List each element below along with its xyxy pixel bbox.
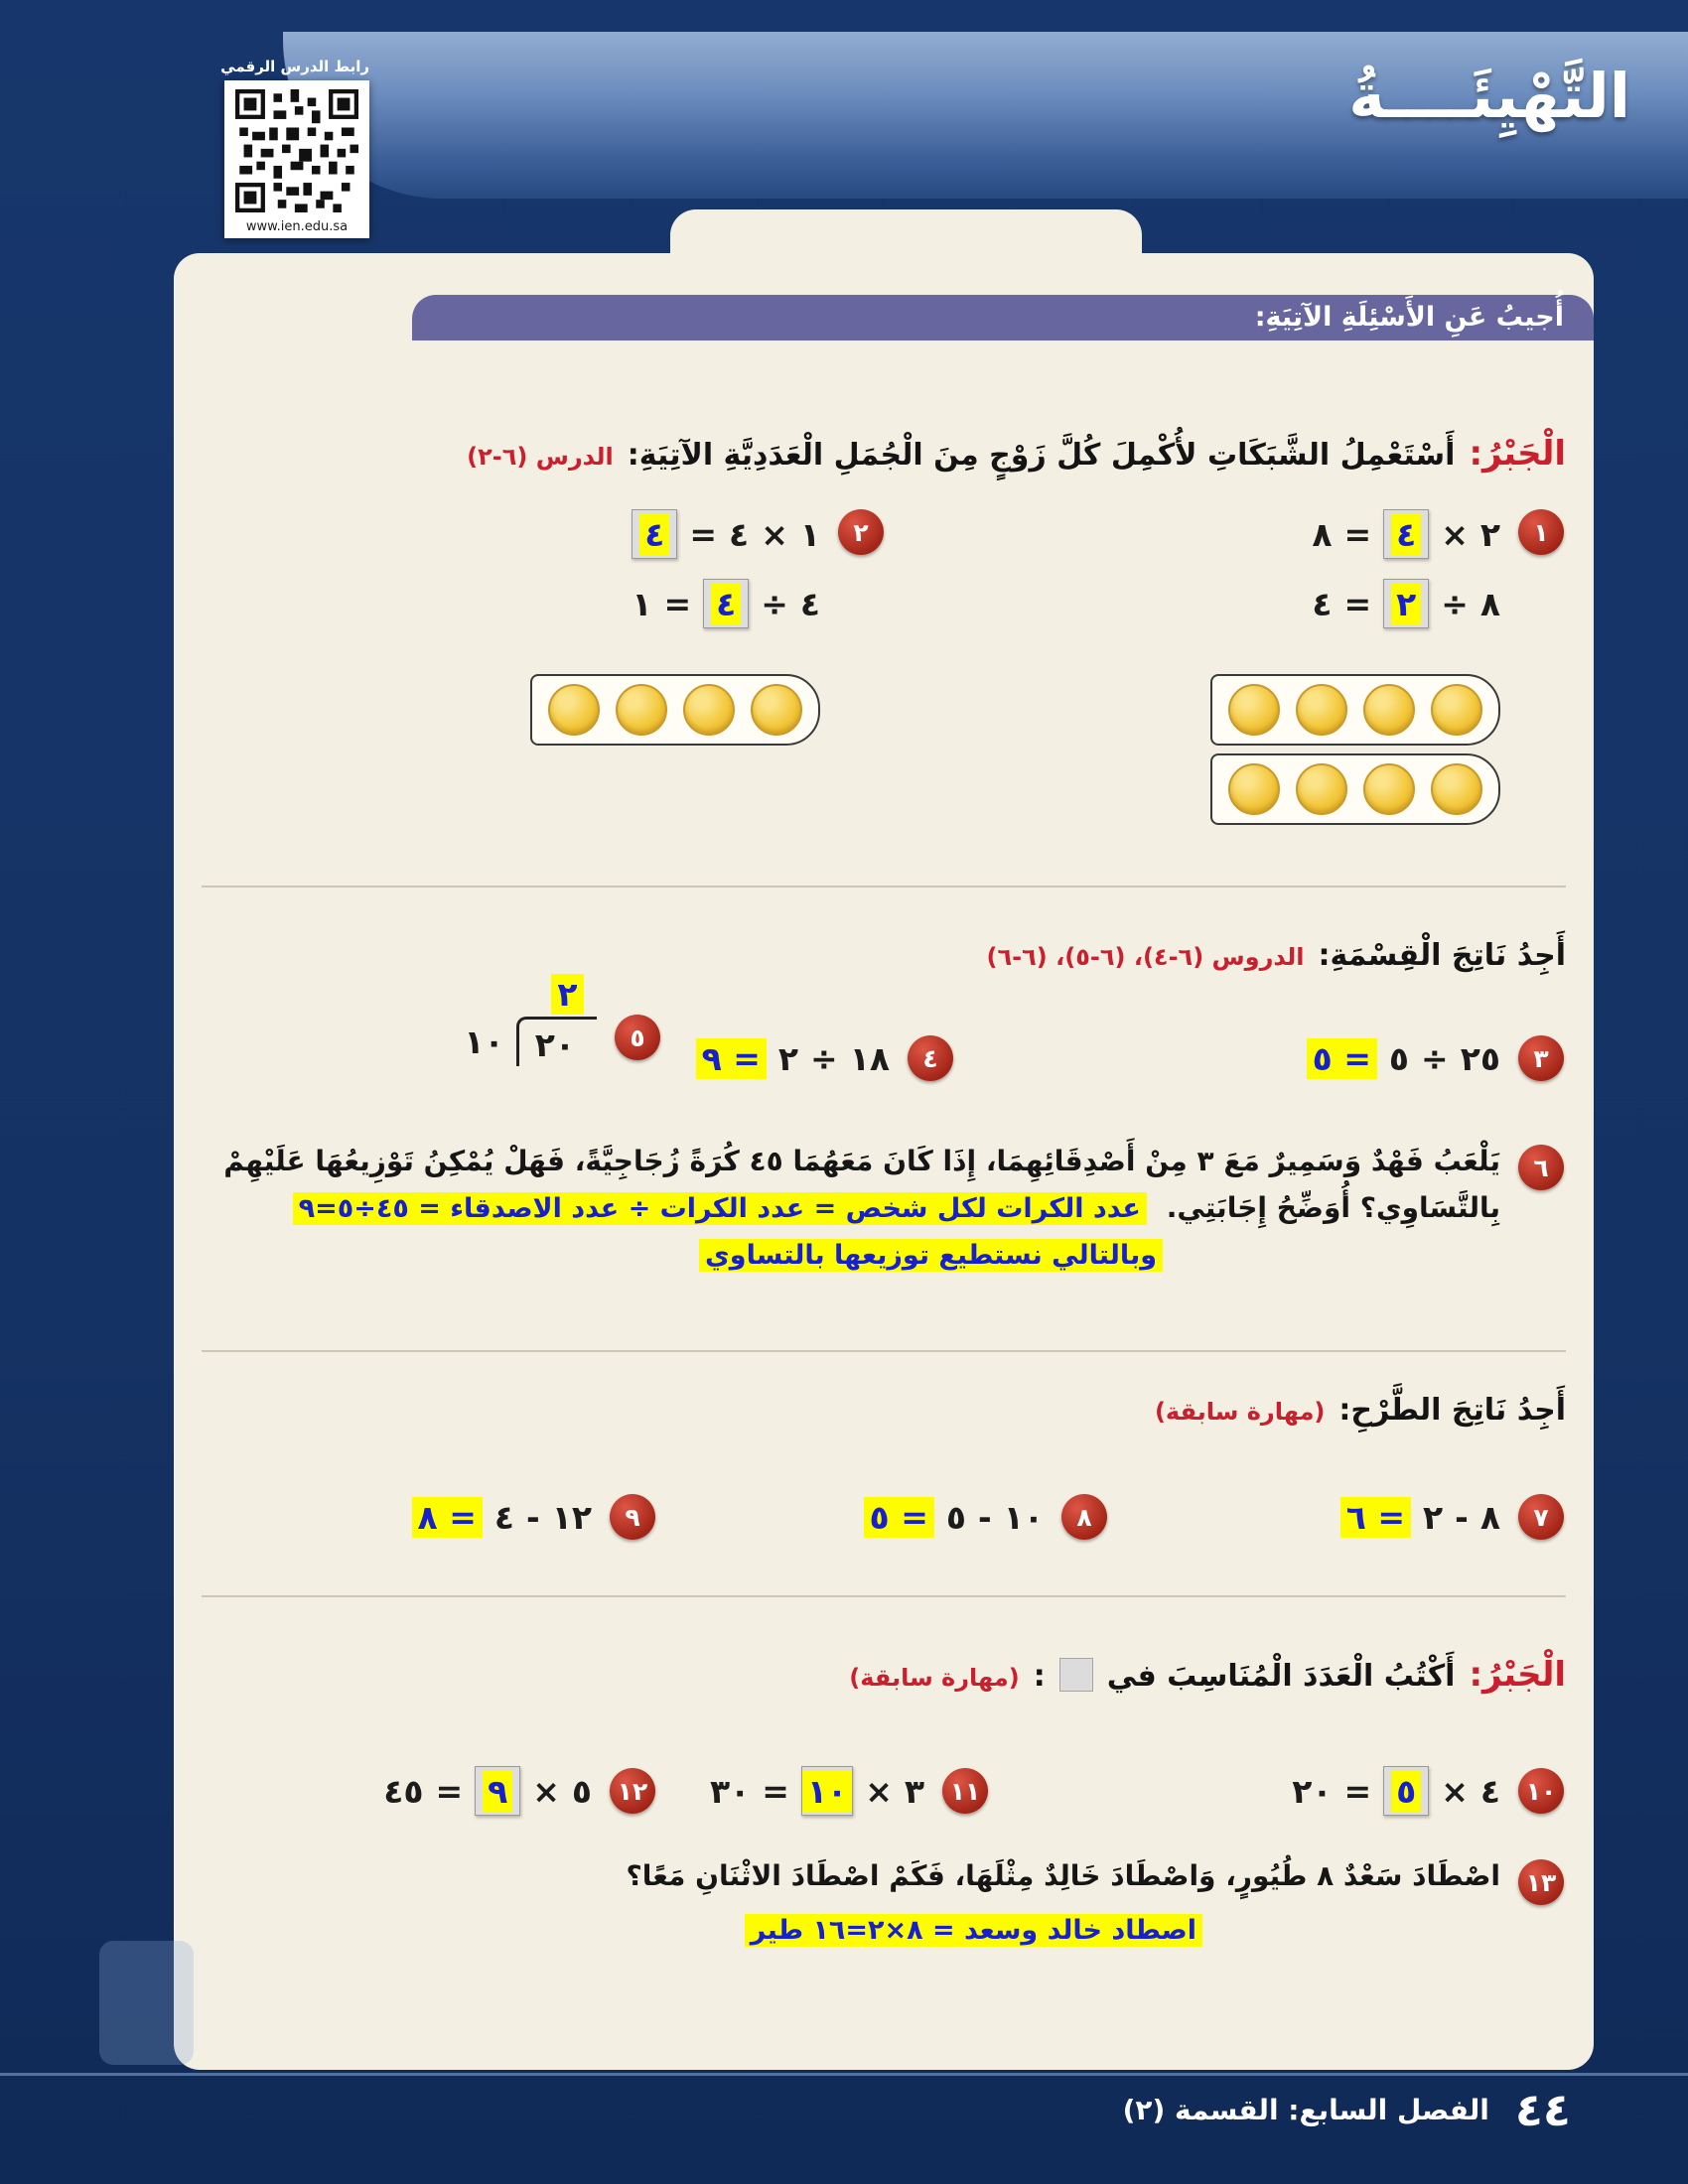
word-problem-text: يَلْعَبُ فَهْدٌ وَسَمِيرٌ مَعَ ٣ مِنْ أَصْدِقَائِهِمَا، إِذَا كَانَ مَعَهُمَا ٤٥ كُرَةً زُجَاجِيَّةً، فَهَلْ يُمْكِنُ تَوْزِيعُهَا عَلَيْهِمْ — [223, 1145, 1500, 1177]
student-answer: ٤ — [711, 584, 741, 624]
equation-subtraction — [1340, 1497, 1500, 1538]
eq-term: ٥ — [571, 1771, 592, 1811]
counter-dot — [751, 684, 802, 736]
qr-url: www.ien.edu.sa — [245, 219, 349, 234]
section-divider — [202, 1350, 1566, 1352]
eq-operator: ÷ — [1421, 1038, 1449, 1078]
qr-label: رابط الدرس الرقمي — [220, 58, 369, 75]
counter-dot — [1228, 763, 1280, 815]
student-answer: = ٨ — [412, 1497, 483, 1538]
problem-2 — [530, 509, 884, 746]
problem-9 — [412, 1494, 655, 1540]
problem-11 — [710, 1766, 988, 1816]
eq-term: ١ — [799, 514, 820, 554]
lesson-reference: الدروس (٦-٤)، (٦-٥)، (٦-٦) — [986, 943, 1305, 971]
answer-box — [1383, 509, 1429, 559]
equation-division — [1312, 579, 1500, 628]
student-answer: ٩ — [483, 1771, 512, 1812]
eq-term: ٢ — [777, 1038, 799, 1078]
student-answer: = ٥ — [1307, 1038, 1377, 1079]
eq-equals: = — [689, 514, 718, 554]
answer-box — [801, 1766, 853, 1816]
footer — [1123, 2083, 1571, 2136]
eq-term: ٤ — [729, 514, 750, 554]
counter-dot — [1431, 684, 1482, 736]
eq-term: ٥ — [1388, 1038, 1410, 1078]
student-answer: ٤ — [639, 514, 669, 555]
counters-row — [1210, 674, 1500, 746]
eq-equals: = — [435, 1771, 464, 1811]
eq-term: ١٠ — [1003, 1497, 1044, 1537]
student-answer: اصطاد خالد وسعد = ٨×٢=١٦ طير — [745, 1914, 1202, 1947]
eq-operator: × — [532, 1771, 560, 1811]
eq-equals: = — [1343, 514, 1372, 554]
equation-missing-factor — [1292, 1766, 1500, 1816]
section-label: الْجَبْرُ: — [1469, 434, 1566, 474]
problem-number-badge: ٨ — [1061, 1494, 1107, 1540]
problem-13 — [626, 1859, 1564, 1947]
section-instruction: أَجِدُ نَاتِجَ الطَّرْحِ: — [1338, 1393, 1566, 1428]
eq-result: ٣٠ — [709, 1771, 751, 1811]
word-problem-text: بِالتَّسَاوِي؟ أُوَضِّحُ إِجَابَتِي. — [1166, 1191, 1500, 1224]
section-instruction: أَسْتَعْمِلُ الشَّبَكَاتِ لأُكْمِلَ كُلَّ زَوْجٍ مِنَ الْجُمَلِ الْعَدَدِيَّةِ الآتِيَةِ: — [627, 438, 1456, 473]
eq-equals: = — [663, 584, 692, 623]
problem-3 — [1307, 1035, 1564, 1081]
card-tab — [670, 209, 1142, 259]
equation-multiplication — [1312, 509, 1500, 559]
prompt-bar: أُجيبُ عَنِ الأَسْئِلَةِ الآتِيَةِ: — [412, 295, 1594, 341]
eq-term: ٤ — [493, 1497, 514, 1537]
counter-dot — [1296, 684, 1347, 736]
eq-result: ٢٠ — [1292, 1771, 1333, 1811]
student-answer: = ٦ — [1340, 1497, 1411, 1538]
eq-term: ٢ — [1479, 514, 1500, 554]
problem-number-badge: ١٠ — [1518, 1768, 1564, 1814]
dividend: ٢٠ — [516, 1017, 597, 1066]
answer-box — [1383, 579, 1429, 628]
counters-row — [530, 674, 820, 746]
problem-7 — [1340, 1494, 1564, 1540]
problem-6 — [223, 1145, 1564, 1272]
lesson-reference: الدرس (٦-٢) — [467, 443, 614, 471]
problem-10 — [1292, 1766, 1564, 1816]
counter-dot — [616, 684, 667, 736]
eq-term: ٢٥ — [1460, 1038, 1500, 1078]
equation-subtraction — [412, 1497, 592, 1538]
student-answer: عدد الكرات لكل شخص = عدد الكرات ÷ عدد الاصدقاء = ٤٥÷٥=٩ — [293, 1192, 1147, 1225]
footer-divider — [0, 2073, 1688, 2076]
qr-box — [224, 80, 369, 238]
section-colon: : — [1033, 1659, 1046, 1694]
section-header-subtraction — [1155, 1393, 1566, 1428]
eq-operator: ÷ — [810, 1038, 838, 1078]
eq-operator: ÷ — [1441, 584, 1469, 623]
eq-equals: = — [762, 1771, 789, 1811]
problem-1 — [1210, 509, 1564, 825]
eq-equals: = — [1343, 584, 1372, 623]
eq-result: ٨ — [1312, 514, 1333, 554]
problem-number-badge: ١٢ — [610, 1768, 655, 1814]
eq-term: ١٢ — [551, 1497, 592, 1537]
counter-dot — [1363, 763, 1415, 815]
eq-term: ١٨ — [849, 1038, 890, 1078]
problem-number-badge: ١١ — [942, 1768, 988, 1814]
counter-dot — [1296, 763, 1347, 815]
problem-4 — [696, 1035, 953, 1081]
eq-operator: - — [978, 1497, 992, 1537]
eq-operator: × — [1441, 1771, 1469, 1811]
answer-box — [475, 1766, 520, 1816]
counter-dot — [1228, 684, 1280, 736]
eq-result: ١ — [632, 584, 652, 623]
eq-term: ٥ — [945, 1497, 966, 1537]
student-answer-quotient: ٢ — [551, 974, 583, 1015]
eq-operator: - — [1455, 1497, 1469, 1537]
problem-12 — [383, 1766, 655, 1816]
qr-block — [220, 58, 369, 238]
eq-term: ٨ — [1479, 584, 1500, 623]
section-header-algebra2 — [849, 1655, 1566, 1695]
eq-operator: × — [1441, 514, 1469, 554]
counters-row — [1210, 753, 1500, 825]
eq-term: ٤ — [1479, 1771, 1500, 1811]
eq-term: ٣ — [904, 1771, 924, 1811]
counters-array — [530, 674, 820, 746]
equation-missing-factor — [383, 1766, 592, 1816]
equation-subtraction — [864, 1497, 1044, 1538]
word-problem-text: اصْطَادَ سَعْدٌ ٨ طُيُورٍ، وَاصْطَادَ خَالِدٌ مِثْلَهَا، فَكَمْ اصْطَادَ الاثْنَانِ مَعًا؟ — [626, 1859, 1500, 1892]
eq-result: ٤ — [1312, 584, 1333, 623]
problem-number-badge: ٦ — [1518, 1145, 1564, 1190]
equation-division — [1307, 1038, 1500, 1079]
worksheet-card — [174, 253, 1594, 2070]
student-answer: ٢ — [1391, 584, 1421, 624]
student-answer: = ٩ — [696, 1038, 767, 1079]
section-instruction: أَكْتُبُ الْعَدَدَ الْمُنَاسِبَ في — [1106, 1659, 1456, 1694]
eq-operator: ÷ — [761, 584, 788, 623]
problem-number-badge: ١ — [1518, 509, 1564, 555]
page-number: ٤٤ — [1514, 2083, 1571, 2136]
problem-5 — [464, 974, 660, 1066]
counter-dot — [683, 684, 735, 736]
answer-box — [632, 509, 677, 559]
eq-result: ٤٥ — [383, 1771, 424, 1811]
section-divider — [202, 1595, 1566, 1597]
student-answer: ٥ — [1391, 1771, 1421, 1812]
section-header-division — [987, 938, 1566, 973]
counters-array — [1210, 674, 1500, 825]
eq-term: ٨ — [1479, 1497, 1500, 1537]
problem-8 — [864, 1494, 1107, 1540]
problem-number-badge: ٣ — [1518, 1035, 1564, 1081]
counter-dot — [548, 684, 600, 736]
student-answer: ١٠ — [802, 1771, 852, 1812]
footer-chapter-title: الفصل السابع: القسمة (٢) — [1122, 2093, 1489, 2126]
section-instruction: أَجِدُ نَاتِجَ الْقِسْمَةِ: — [1318, 938, 1566, 973]
student-answer: وبالتالي نستطيع توزيعها بالتساوي — [699, 1239, 1163, 1272]
student-answer: ٤ — [1391, 514, 1421, 555]
equation-missing-factor — [710, 1766, 924, 1816]
skill-reference: (مهارة سابقة) — [1154, 1398, 1326, 1426]
eq-operator: × — [865, 1771, 893, 1811]
problem-number-badge: ٢ — [838, 509, 884, 555]
counter-dot — [1431, 763, 1482, 815]
equation-division — [696, 1038, 890, 1079]
page-title: التَّهْيِئَــــةُ — [1348, 60, 1630, 132]
problem-number-badge: ٥ — [615, 1015, 660, 1060]
divisor: ١٠ — [464, 1023, 504, 1061]
equation-multiplication — [632, 509, 820, 559]
section-header-algebra1 — [467, 434, 1566, 474]
answer-box — [703, 579, 749, 628]
qr-code-image — [235, 89, 358, 212]
skill-reference: (مهارة سابقة) — [849, 1664, 1020, 1692]
long-division — [464, 974, 597, 1066]
eq-equals: = — [1343, 1771, 1372, 1811]
problem-number-badge: ٧ — [1518, 1494, 1564, 1540]
answer-box — [1383, 1766, 1429, 1816]
eq-term: ٤ — [799, 584, 820, 623]
eq-operator: - — [526, 1497, 540, 1537]
problem-number-badge: ١٣ — [1518, 1859, 1564, 1905]
blank-box-icon — [1059, 1658, 1093, 1692]
section-divider — [202, 886, 1566, 887]
section-label: الْجَبْرُ: — [1469, 1655, 1566, 1695]
problem-number-badge: ٩ — [610, 1494, 655, 1540]
eq-term: ٢ — [1422, 1497, 1444, 1537]
equation-division — [632, 579, 820, 628]
publisher-watermark — [99, 1941, 194, 2065]
counter-dot — [1363, 684, 1415, 736]
problem-number-badge: ٤ — [908, 1035, 953, 1081]
student-answer: = ٥ — [864, 1497, 934, 1538]
eq-operator: × — [761, 514, 788, 554]
